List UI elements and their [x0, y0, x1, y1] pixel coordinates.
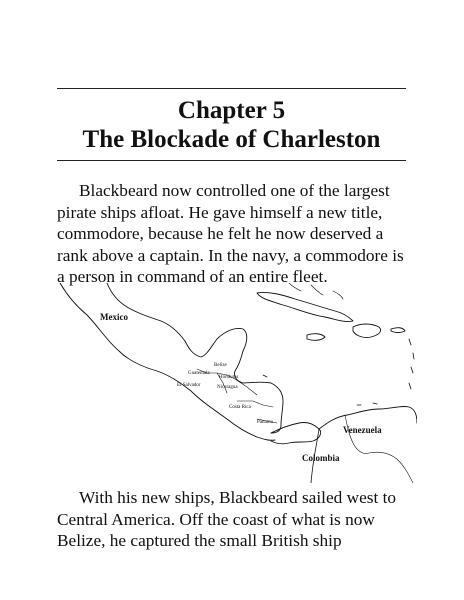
paragraph-line: a person in command of an entire fleet. [57, 267, 328, 287]
paragraph-line: Belize, he captured the small British ship [57, 531, 342, 551]
bottom-divider [57, 160, 406, 161]
hispaniola-outline [353, 324, 381, 338]
map-label-nicaragua: Nicaragua [217, 385, 238, 390]
paragraph-line: pirate ships afloat. He gave himself a new title, [57, 202, 383, 222]
top-divider [57, 88, 406, 89]
paragraph-line: Blackbeard now controlled one of the largest [79, 181, 390, 200]
paragraph-line: commodore, because he felt he now deserved a [57, 224, 384, 244]
pacific-coastline [60, 283, 275, 440]
central-america-map [57, 283, 417, 483]
map-drawing [57, 283, 417, 483]
panama-coastline [271, 422, 321, 443]
map-label-el-salvador: El Salvador [177, 383, 201, 388]
paragraph-line: Central America. Off the coast of what is now [57, 509, 375, 529]
map-label-costa-rica: Costa Rica [229, 405, 251, 410]
paragraph-line: rank above a captain. In the navy, a commodore is [57, 245, 404, 265]
cuba-outline [257, 292, 353, 321]
map-label-belize: Belize [214, 363, 227, 368]
map-label-venezuela: Venezuela [343, 425, 382, 435]
paragraph-line: With his new ships, Blackbeard sailed west to [79, 488, 397, 507]
paragraph-1 [57, 180, 417, 288]
map-label-honduras: Honduras [219, 375, 239, 380]
map-label-colombia: Colombia [302, 453, 340, 463]
map-label-panama: Panama [257, 420, 273, 425]
jamaica-outline [307, 334, 325, 341]
chapter-title: The Blockade of Charleston [82, 126, 381, 153]
map-label-mexico: Mexico [100, 312, 128, 322]
paragraph-2 [57, 487, 417, 552]
puerto-rico-outline [391, 328, 405, 333]
map-label-guatemala: Guatemala [188, 371, 210, 376]
chapter-number: Chapter 5 [177, 97, 286, 124]
